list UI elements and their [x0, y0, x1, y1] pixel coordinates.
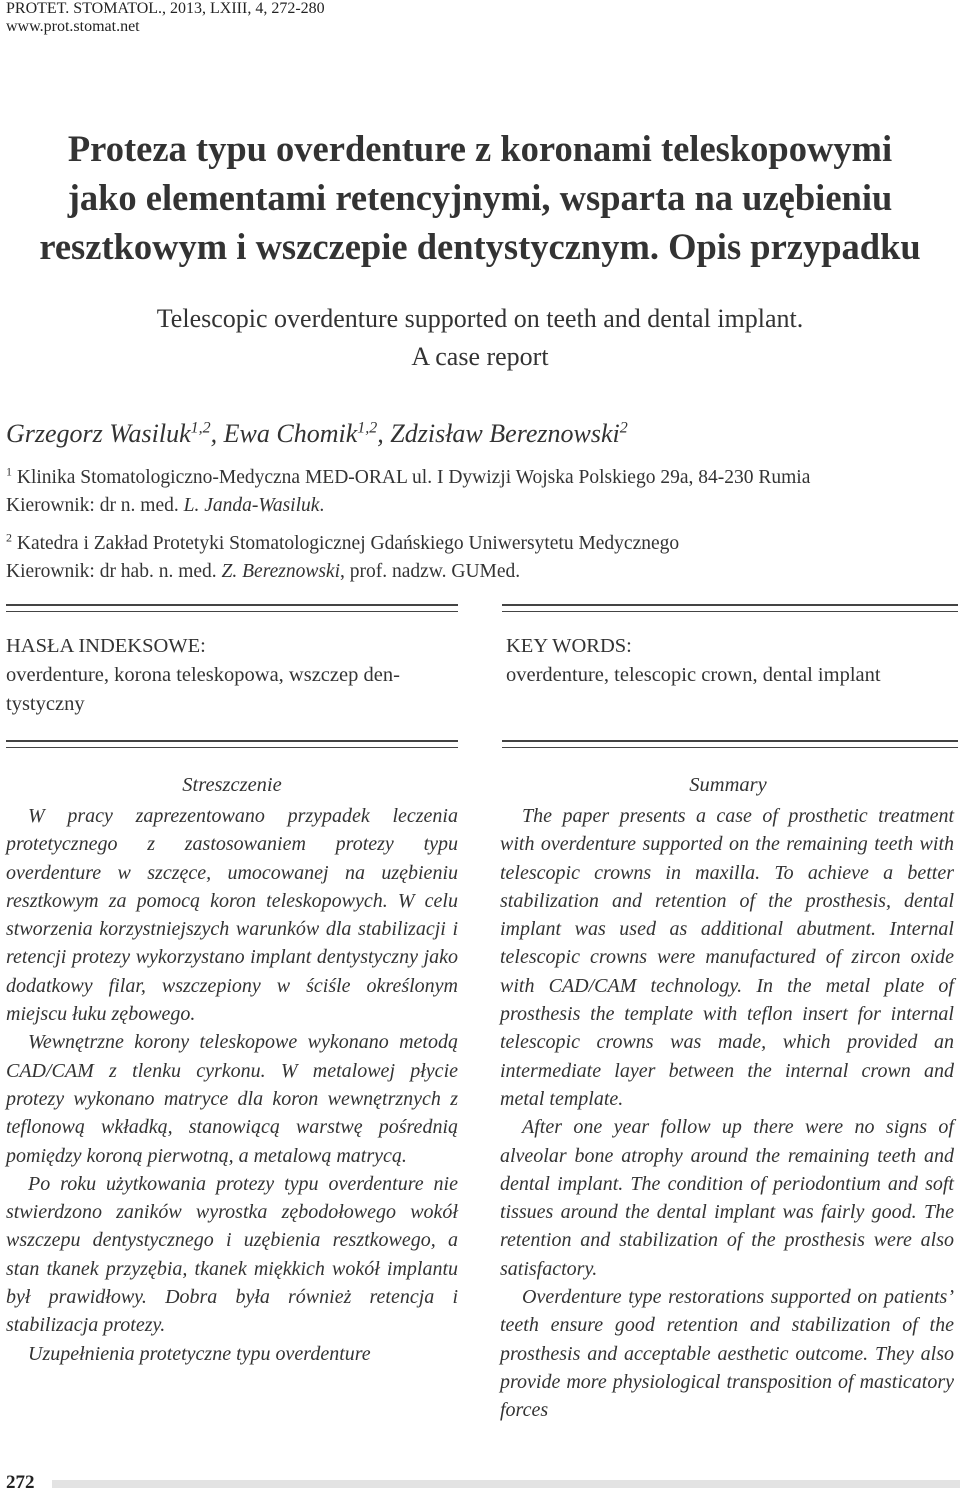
journal-citation: PROTET. STOMATOL., 2013, LXIII, 4, 272-280	[6, 0, 325, 17]
author-affiliation-ref: 1,2	[190, 419, 211, 437]
affiliation-head-name: L. Janda-Wasiluk	[183, 495, 320, 516]
affiliation-number: 2	[6, 530, 12, 545]
abstract-paragraph: Uzupełnienia protetyczne typu overdenture	[28, 1342, 371, 1365]
affiliation-name: Katedra i Zakład Protetyki Stomatologicznej Gdańskiego Uniwersytetu Medycznego	[16, 533, 680, 554]
keywords-label: HASŁA INDEKSOWE:	[6, 635, 206, 657]
author-affiliation-ref: 2	[619, 419, 628, 437]
author-name: Ewa Chomik	[223, 419, 358, 448]
subtitle-line-2: A case report	[411, 342, 549, 371]
article-title	[0, 124, 960, 271]
author-affiliation-ref: 1,2	[357, 419, 378, 437]
affiliation-1	[6, 464, 810, 520]
abstract-paragraph: W pracy zaprezentowano przypadek leczenia protetycznego z zastosowaniem protezy typu overdenture w szczęce, umocowanej na uzębieniu resztkowym za pomocą koron teleskopowych. W celu stworzenia korzystniejszych warunków dla stabilizacji i retencji protezy wykorzystano implant dentystyczny jako dodatkowy filar, wszczepiony w ściśle określonym miejscu łuku zębowego.	[6, 805, 458, 1026]
keywords-label: KEY WORDS:	[506, 635, 632, 657]
title-line-1: Proteza typu overdenture z koronami teleskopowymi	[67, 128, 893, 169]
affiliation-2	[6, 530, 679, 586]
keywords-text-line-2: tystyczny	[6, 693, 85, 715]
abstract-polish	[6, 802, 458, 1368]
author-name: Grzegorz Wasiluk	[6, 419, 191, 448]
author-name: Zdzisław Bereznowski	[390, 419, 620, 448]
footer-bar	[52, 1480, 960, 1488]
divider-rule	[6, 604, 458, 612]
abstract-heading-polish: Streszczenie	[182, 774, 282, 796]
abstract-english	[500, 802, 954, 1425]
affiliation-head-prefix: Kierownik: dr hab. n. med.	[6, 561, 222, 582]
author-separator: ,	[377, 419, 391, 448]
affiliation-head-suffix: .	[319, 495, 325, 516]
author-separator: ,	[210, 419, 224, 448]
abstract-paragraph: Po roku użytkowania protezy typu overdenture nie stwierdzono zaników wyrostka zębodołowego wokół wszczepu dentystycznego i uzębienia resztkowego, a stan tkanek przyzębia, tkanek miękkich wokół implantu był prawidłowy. Dobra była również retencja i stabilizacja protezy.	[6, 1172, 458, 1337]
abstract-paragraph: The paper presents a case of prosthetic treatment with overdenture supported on the remaining teeth with telescopic crowns in maxilla. To achieve a better stabilization and retention of the prosthesis, dental implant was used as additional abutment. Internal telescopic crowns were manufactured of zircon oxide with CAD/CAM technology. In the metal plate of prosthesis the template with teflon insert for internal telescopic crowns was made, which provided an intermediate layer between the internal crown and metal template.	[500, 805, 954, 1110]
journal-url: www.prot.stomat.net	[6, 18, 140, 35]
author-list	[6, 416, 628, 452]
divider-rule	[502, 740, 958, 748]
keywords-polish	[6, 632, 458, 719]
abstract-heading-english: Summary	[689, 774, 767, 796]
keywords-text-line-1: overdenture, korona teleskopowa, wszczep den-	[6, 664, 400, 686]
abstract-paragraph: After one year follow up there were no signs of alveolar bone atrophy around the remaining teeth and dental implant. The condition of periodontium and soft tissues around the dental implant was fairly good. The retention and stabilization of the prosthesis were also satisfactory.	[500, 1116, 954, 1280]
article-subtitle	[0, 300, 960, 376]
affiliation-head-suffix: , prof. nadzw. GUMed.	[340, 561, 521, 582]
affiliation-head-prefix: Kierownik: dr n. med.	[6, 495, 184, 516]
keywords-english	[506, 632, 958, 690]
title-line-3: resztkowym i wszczepie dentystycznym. Opis przypadku	[39, 226, 921, 267]
affiliation-number: 1	[6, 464, 12, 479]
divider-rule	[502, 604, 958, 612]
page-number: 272	[6, 1472, 35, 1493]
divider-rule	[6, 740, 458, 748]
abstract-paragraph: Overdenture type restorations supported on patients’ teeth ensure good retention and stabilization of the prosthesis and acceptable aesthetic outcome. They also provide more physiological transposition of masticatory forces	[500, 1286, 954, 1422]
keywords-text: overdenture, telescopic crown, dental implant	[506, 664, 881, 686]
running-header	[6, 0, 325, 36]
affiliation-head-name: Z. Bereznowski	[221, 561, 340, 582]
abstract-paragraph: Wewnętrzne korony teleskopowe wykonano metodą CAD/CAM z tlenku cyrkonu. W metalowej płycie protezy wykonano matryce dla koron wewnętrznych z teflonową wkładką, stanowiącą warstwę pośrednią pomiędzy koroną pierwotną, a metalową matrycą.	[6, 1031, 458, 1167]
title-line-2: jako elementami retencyjnymi, wsparta na uzębieniu	[67, 177, 893, 218]
subtitle-line-1: Telescopic overdenture supported on teeth and dental implant.	[156, 304, 804, 333]
affiliation-name: Klinika Stomatologiczno-Medyczna MED-ORAL ul. I Dywizji Wojska Polskiego 29a, 84-230 Rumia	[16, 467, 811, 488]
